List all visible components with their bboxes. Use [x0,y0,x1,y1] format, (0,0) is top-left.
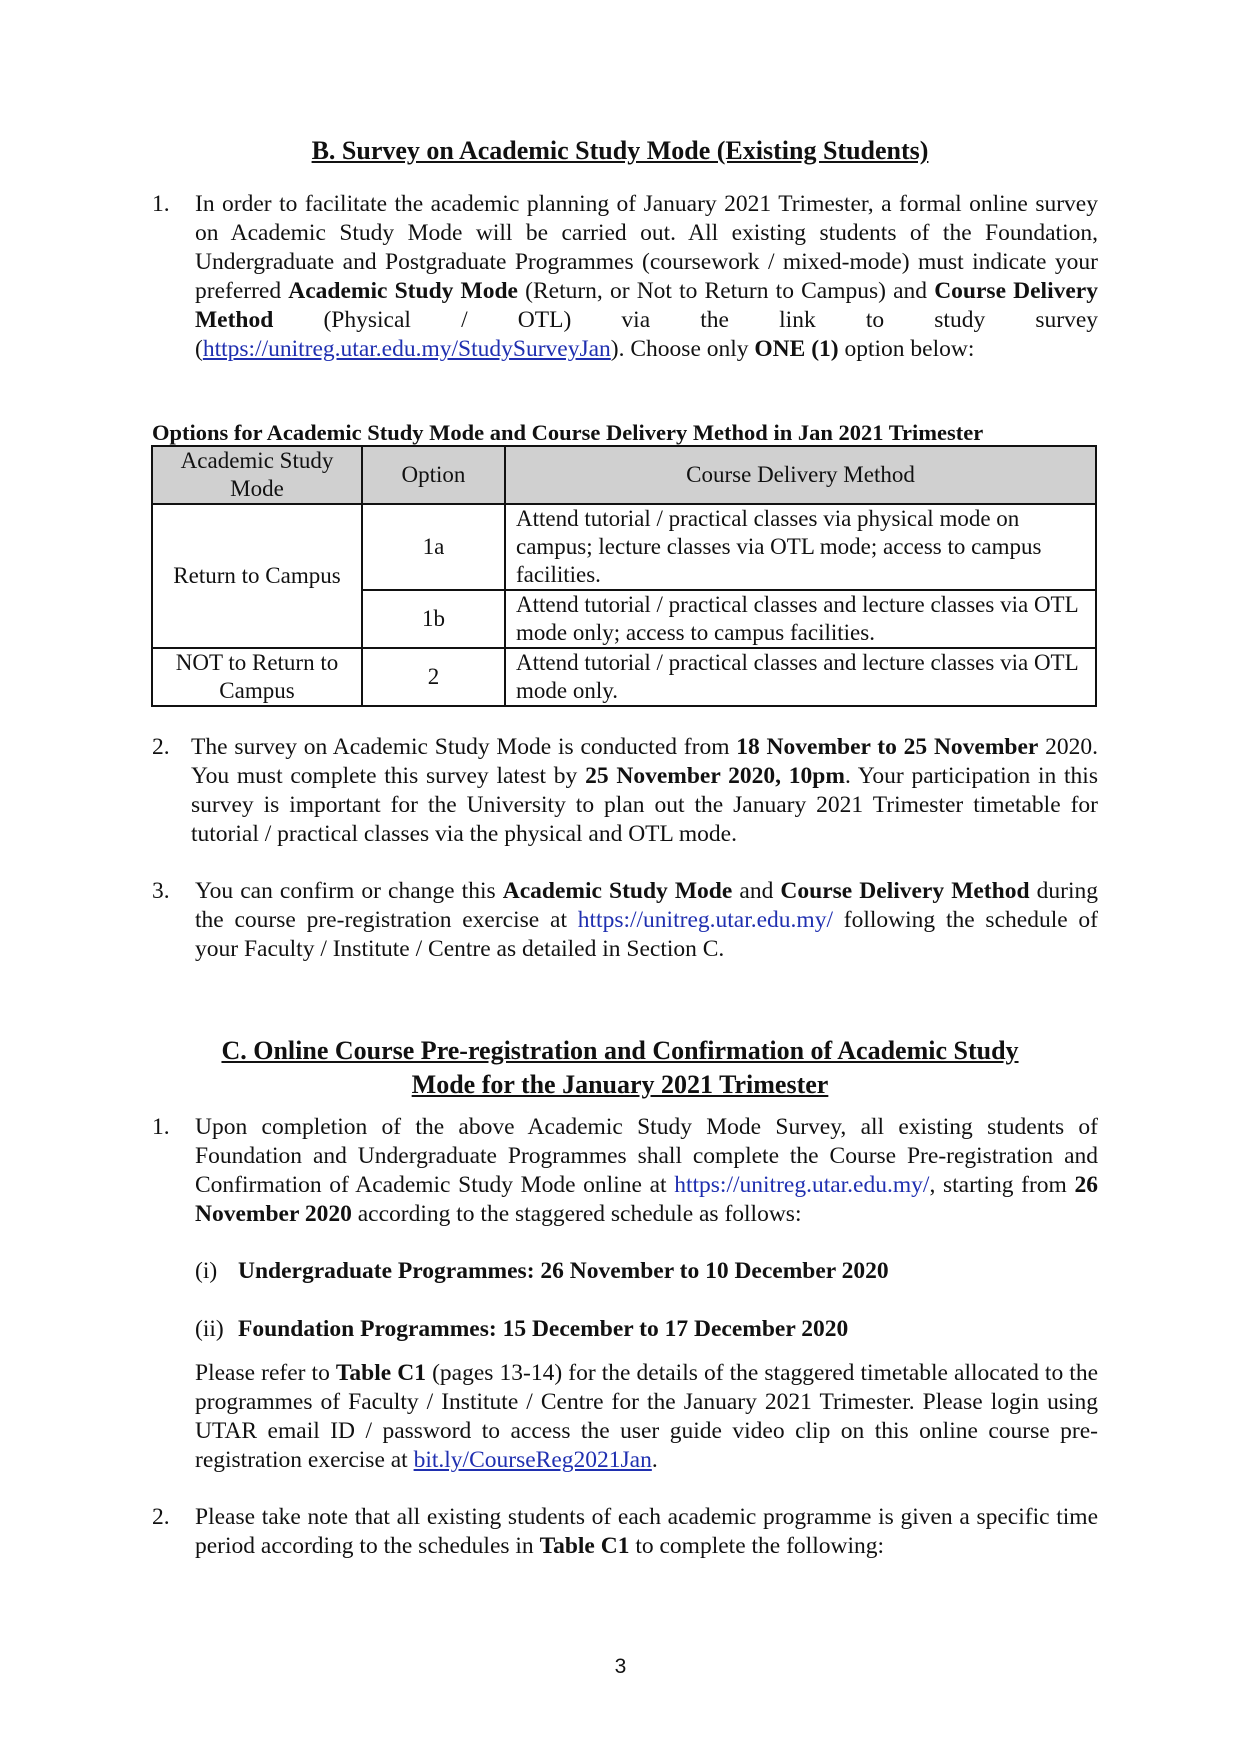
header-course-delivery-method: Course Delivery Method [505,446,1096,504]
text: You can confirm or change this [195,878,503,904]
text: 2020. You must complete this survey latest by [191,734,1099,789]
text: The survey on Academic Study Mode is conducted from [191,734,737,760]
unitreg-url[interactable]: https://unitreg.utar.edu.my/ [674,1172,930,1198]
text: following the schedule of your Faculty / Institute / Centre as detailed in Section C. [195,907,1099,962]
section-c-title-line-2: Mode for the January 2021 Trimester [411,1070,829,1099]
header-option: Option [362,446,505,504]
text: Please refer to [195,1360,336,1386]
item-number: 1. [152,191,170,217]
bold-text: Table C1 [335,1360,427,1386]
unitreg-url[interactable]: https://unitreg.utar.edu.my/ [577,907,833,933]
text: (Physical / OTL) via the link to study survey ( [195,307,1098,362]
bold-text: Table C1 [539,1533,630,1559]
cell-mode: Return to Campus [152,504,362,648]
schedule-item-foundation [195,1315,1095,1344]
schedule-text: Undergraduate Programmes: 26 November to 10 December 2020 [238,1258,889,1284]
bold-text: 25 November 2020, 10pm [585,763,845,789]
cell-option: 2 [362,648,505,706]
schedule-number: (ii) [195,1316,224,1342]
bold-text: Academic Study Mode [288,278,518,304]
text: option below: [838,336,975,362]
item-number: 2. [152,734,170,760]
item-number: 3. [152,878,170,904]
item-number: 2. [152,1504,170,1530]
cell-method: Attend tutorial / practical classes and lecture classes via OTL mode only. [505,648,1096,706]
text: . Your participation in this survey is important for the University to plan out the January 2021 Trimester timetable for tutorial / practical classes via the physical and OTL mode. [191,763,1098,847]
schedule-item-undergraduate [195,1257,1095,1286]
text: , starting from [929,1172,1075,1198]
table-caption: Options for Academic Study Mode and Course Delivery Method in Jan 2021 Trimester [152,420,984,445]
item-text [195,1113,1098,1229]
table-row [152,504,1096,590]
cell-method: Attend tutorial / practical classes via physical mode on campus; lecture classes via OTL mode; access to campus facilities. [505,504,1096,590]
cell-mode: NOT to Return to Campus [152,648,362,706]
bold-text: Academic Study Mode [502,878,733,904]
text: during the course pre-registration exercise at [195,878,1098,933]
bold-text: Course Delivery Method [780,878,1030,904]
table-header-row [152,446,1096,504]
section-b-item-2 [152,733,1098,849]
bold-text: Course Delivery Method [195,278,1098,333]
section-c-title-line-1: C. Online Course Pre-registration and Confirmation of Academic Study [221,1036,1019,1065]
section-b-item-1 [152,190,1098,364]
item-text [191,733,1098,849]
cell-option: 1a [362,504,505,590]
bold-text: ONE (1) [754,336,839,362]
item-text [195,877,1098,964]
item-text [195,190,1098,364]
options-table [151,445,1097,707]
schedule-text: Foundation Programmes: 15 December to 17 December 2020 [238,1316,849,1342]
section-c-item-1 [152,1113,1098,1229]
item-text [195,1503,1098,1561]
table-c1-note [195,1359,1098,1475]
section-b-title: B. Survey on Academic Study Mode (Existing Students) [311,136,929,165]
bold-text: 18 November to 25 November [736,734,1039,760]
page-number: 3 [614,1655,627,1678]
bold-text: 26 November 2020 [195,1172,1098,1227]
user-guide-link[interactable]: bit.ly/CourseReg2021Jan [413,1447,652,1473]
text: Upon completion of the above Academic Study Mode Survey, all existing students of Foundation and Undergraduate Programmes shall complete the Course Pre-registration and Confirmation of Academic Study Mode online at [195,1114,1098,1198]
cell-method: Attend tutorial / practical classes and lecture classes via OTL mode only; access to campus facilities. [505,590,1096,648]
section-c-item-2 [152,1503,1098,1561]
study-survey-link[interactable]: https://unitreg.utar.edu.my/StudySurveyJan [202,336,611,362]
text: . [651,1447,658,1473]
text: Please take note that all existing students of each academic programme is given a specific time period according to the schedules in [195,1504,1098,1559]
text: according to the staggered schedule as follows: [351,1201,802,1227]
text: ). Choose only [610,336,755,362]
schedule-number: (i) [195,1258,218,1284]
text: to complete the following: [629,1533,884,1559]
text: (Return, or Not to Return to Campus) and [517,278,935,304]
item-number: 1. [152,1114,170,1140]
text: (pages 13-14) for the details of the staggered timetable allocated to the programmes of Faculty / Institute / Centre for the January 2021 Trimester. Please login using UTAR email ID / password to access the user guide video clip on this online course pre-registration exercise at [195,1360,1098,1473]
header-academic-study-mode: Academic Study Mode [152,446,362,504]
section-b-item-3 [152,877,1098,964]
text: and [732,878,781,904]
text: In order to facilitate the academic planning of January 2021 Trimester, a formal online survey on Academic Study Mode will be carried out. All existing students of the Foundation, Undergraduate and Postgraduate Programmes (coursework / mixed-mode) must indicate your preferred [195,191,1098,304]
cell-option: 1b [362,590,505,648]
table-row [152,648,1096,706]
